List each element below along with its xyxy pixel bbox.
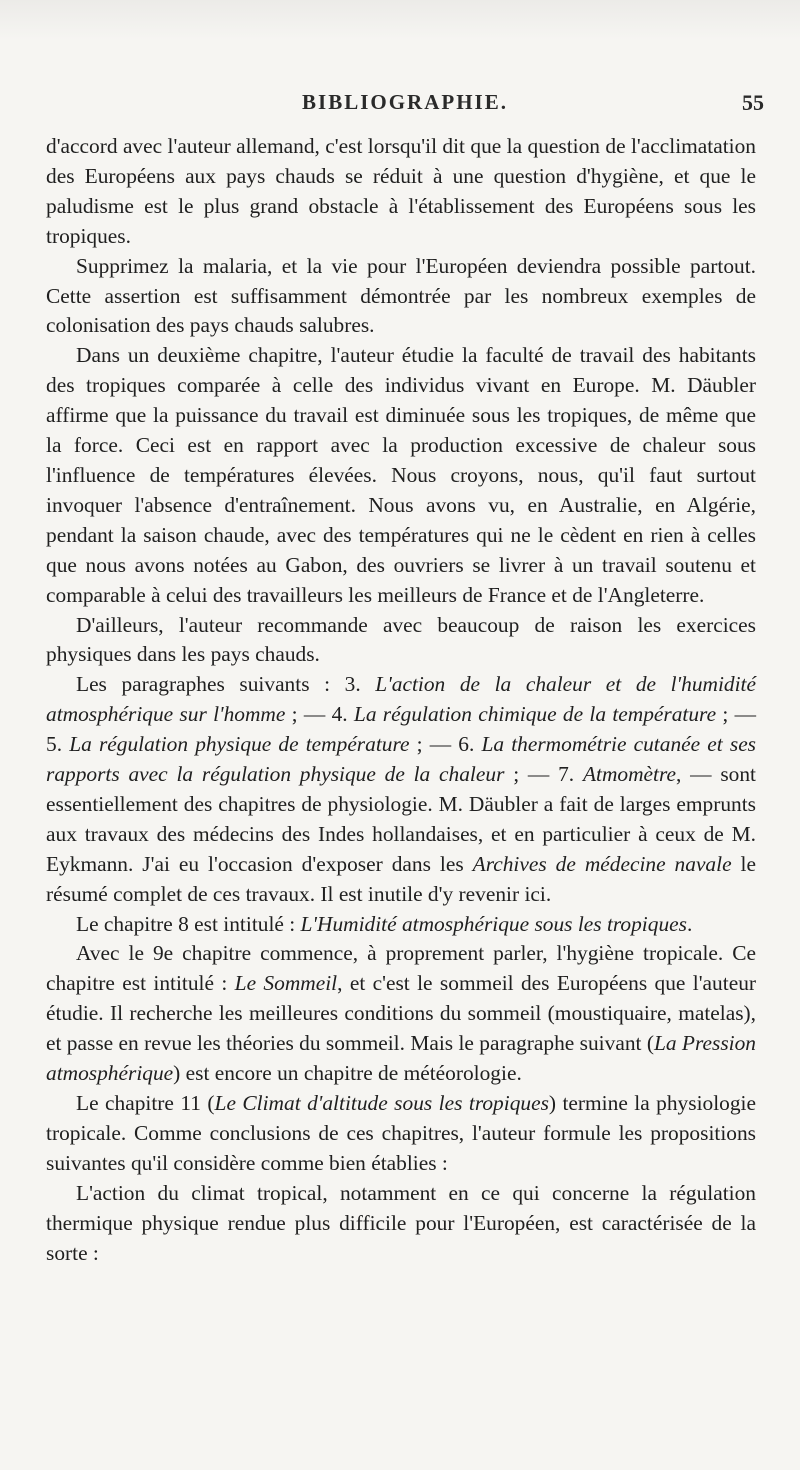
text-run: ; — 7. [504, 762, 583, 787]
paragraph [46, 910, 756, 940]
text-run: le résumé complet de ces travaux. Il est inutile d'y revenir ici. [46, 851, 756, 906]
italic-title-text: La thermométrie cutanée et ses rapports avec la régulation physique de la chaleur [46, 732, 757, 787]
italic-title-text: Le Sommeil [234, 971, 338, 996]
text-run: D'ailleurs, l'auteur recommande avec beaucoup de raison les exercices physiques dans les pays chauds. [46, 612, 756, 667]
italic-title-text: L'action de la chaleur et de l'humidité atmosphérique sur l'homme [46, 672, 756, 727]
text-run: ; — 5. [46, 702, 757, 757]
text-run: ; — 6. [409, 732, 482, 757]
body-text [46, 132, 756, 1268]
text-run: , et c'est le sommeil des Européens que l'auteur étudie. Il recherche les meilleures conditions du sommeil (moustiquaire, matelas), et passe en revue les théories du sommeil. Mais le paragraphe suivant ( [46, 971, 757, 1056]
paragraph [46, 611, 756, 671]
page-header [46, 90, 764, 126]
running-title: BIBLIOGRAPHIE. [302, 90, 508, 114]
text-run: ) est encore un chapitre de météorologie. [173, 1061, 522, 1086]
text-run: ; — 4. [285, 702, 354, 727]
italic-title-text: La Pression atmosphérique [46, 1031, 756, 1086]
text-run: Avec le 9e chapitre commence, à proprement parler, l'hygiène tropicale. Ce chapitre est intitulé : [46, 941, 756, 996]
paragraph [46, 670, 756, 909]
text-run: ) termine la physiologie tropicale. Comme conclusions de ces chapitres, l'auteur formule les propositions suivantes qu'il considère comme bien établies : [46, 1091, 756, 1175]
text-run: . [686, 911, 693, 936]
text-run: , — sont essentiellement des chapitres de physiologie. M. Däubler a fait de larges emprunts aux travaux des médecins des Indes hollandaises, et en particulier à ceux de M. Eykmann. J'ai eu l'occasion d'exposer dans les [46, 762, 756, 876]
text-run: d'accord avec l'auteur allemand, c'est lorsqu'il dit que la question de l'acclimatation des Européens aux pays chauds se réduit à une question d'hygiène, et que le paludisme est le plus grand obstacle à l'établissement des Européens sous les tropiques. [46, 134, 756, 248]
italic-title-text: La régulation physique de température [69, 732, 410, 757]
paragraph [46, 132, 756, 252]
paragraph [46, 252, 756, 342]
italic-title-text: Archives de médecine navale [472, 851, 732, 876]
text-run: Les paragraphes suivants : 3. [76, 672, 376, 697]
paragraph [46, 1179, 756, 1269]
italic-title-text: L'Humidité atmosphérique sous les tropiques [300, 911, 687, 936]
italic-title-text: Atmomètre [582, 762, 677, 787]
italic-title-text: Le Climat d'altitude sous les tropiques [214, 1091, 549, 1115]
paragraph [46, 341, 756, 610]
text-run: L'action du climat tropical, notamment en ce qui concerne la régulation thermique physique rendue plus difficile pour l'Européen, est caractérisée de la sorte : [46, 1180, 756, 1265]
page-number: 55 [742, 90, 764, 115]
paragraph [46, 939, 756, 1089]
text-run: Supprimez la malaria, et la vie pour l'Européen deviendra possible partout. Cette assertion est suffisamment démontrée par les nombreux exemples de colonisation des pays chauds salubres. [46, 253, 756, 338]
text-run: Le chapitre 8 est intitulé : [76, 911, 301, 936]
text-run: Le chapitre 11 ( [76, 1091, 215, 1115]
paragraph [46, 1089, 756, 1179]
italic-title-text: La régulation chimique de la température [353, 702, 717, 727]
text-run: Dans un deuxième chapitre, l'auteur étudie la faculté de travail des habitants des tropiques comparée à celle des individus vivant en Europe. M. Däubler affirme que la puissance du travail est diminuée sous les tropiques, de même que la force. Ceci est en rapport avec la production excessive de chaleur sous l'influence de températures élevées. Nous croyons, nous, qu'il faut surtout invoquer l'absence d'entraînement. Nous avons vu, en Australie, en Algérie, pendant la saison chaude, avec des températures qui ne le cèdent en rien à celles que nous avons notées au Gabon, des ouvriers se livrer à un travail soutenu et comparable à celui des travailleurs les meilleurs de France et de l'Angleterre. [46, 343, 756, 607]
